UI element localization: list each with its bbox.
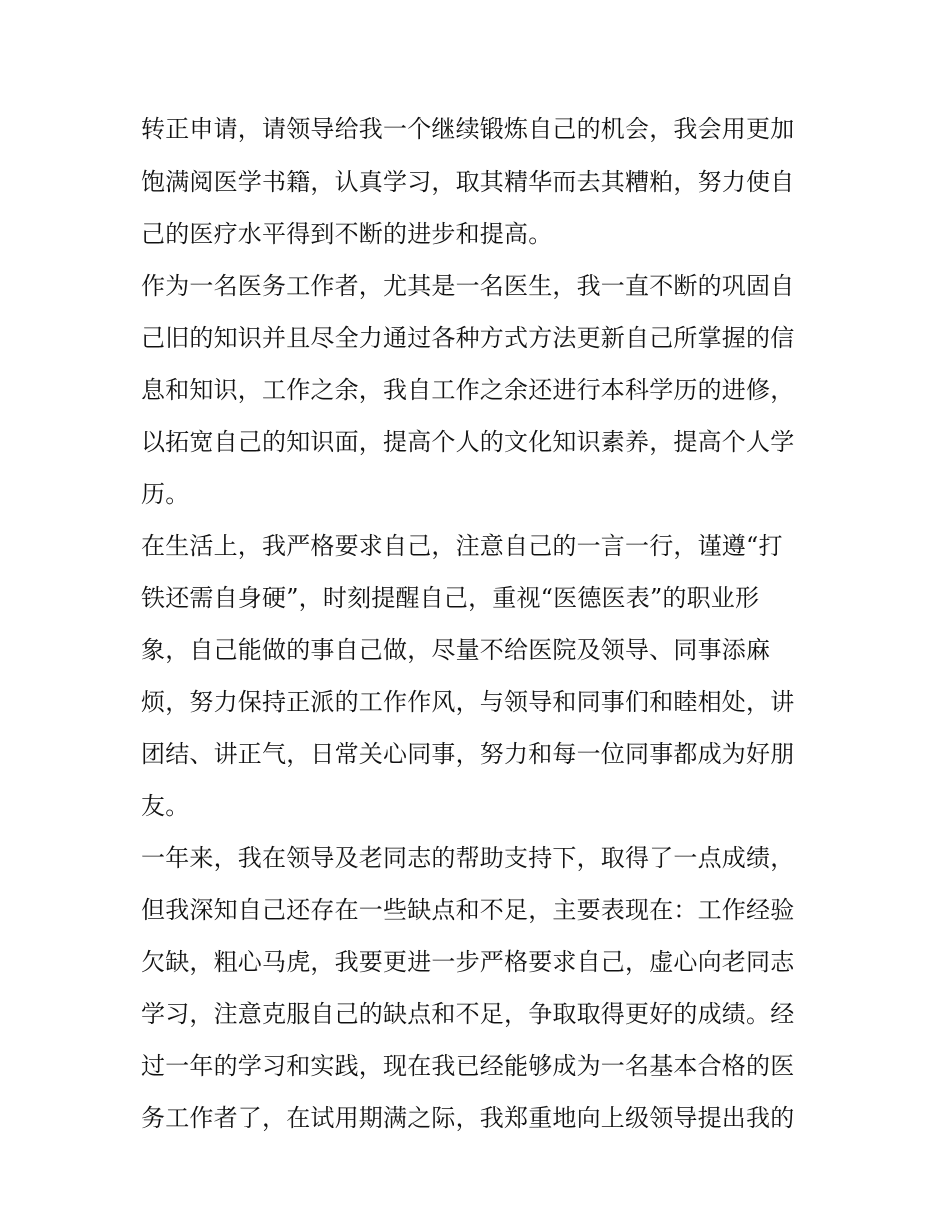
- text-line: 息和知识，工作之余，我自工作之余还进行本科学历的进修，: [141, 376, 795, 404]
- text-line: 过一年的学习和实践，现在我已经能够成为一名基本合格的医: [141, 1052, 795, 1080]
- text-line: 象，自己能做的事自己做，尽量不给医院及领导、同事添麻: [141, 636, 771, 664]
- text-line: 饱满阅医学书籍，认真学习，取其精华而去其糟粕，努力使自: [141, 168, 795, 196]
- text-line: 在生活上，我严格要求自己，注意自己的一言一行，谨遵“打: [141, 532, 783, 560]
- text-line: 学习，注意克服自己的缺点和不足，争取取得更好的成绩。经: [141, 1000, 795, 1028]
- text-line: 转正申请，请领导给我一个继续锻炼自己的机会，我会用更加: [141, 115, 795, 143]
- text-line: 历。: [141, 480, 190, 508]
- text-line: 己的医疗水平得到不断的进步和提高。: [141, 220, 553, 248]
- text-line: 己旧的知识并且尽全力通过各种方式方法更新自己所掌握的信: [141, 324, 795, 352]
- text-line: 作为一名医务工作者，尤其是一名医生，我一直不断的巩固自: [141, 272, 795, 300]
- text-line: 团结、讲正气，日常关心同事，努力和每一位同事都成为好朋: [141, 740, 795, 768]
- text-line: 欠缺，粗心马虎，我要更进一步严格要求自己，虚心向老同志: [141, 948, 795, 976]
- text-line: 但我深知自己还存在一些缺点和不足，主要表现在：工作经验: [141, 896, 795, 924]
- text-line: 以拓宽自己的知识面，提高个人的文化知识素养，提高个人学: [141, 428, 795, 456]
- text-line: 一年来，我在领导及老同志的帮助支持下，取得了一点成绩，: [141, 844, 795, 872]
- text-line: 铁还需自身硬”，时刻提醒自己，重视“医德医表”的职业形: [141, 584, 760, 612]
- text-line: 烦，努力保持正派的工作作风，与领导和同事们和睦相处，讲: [141, 688, 795, 716]
- text-line: 友。: [141, 792, 190, 820]
- text-line: 务工作者了，在试用期满之际，我郑重地向上级领导提出我的: [141, 1104, 795, 1132]
